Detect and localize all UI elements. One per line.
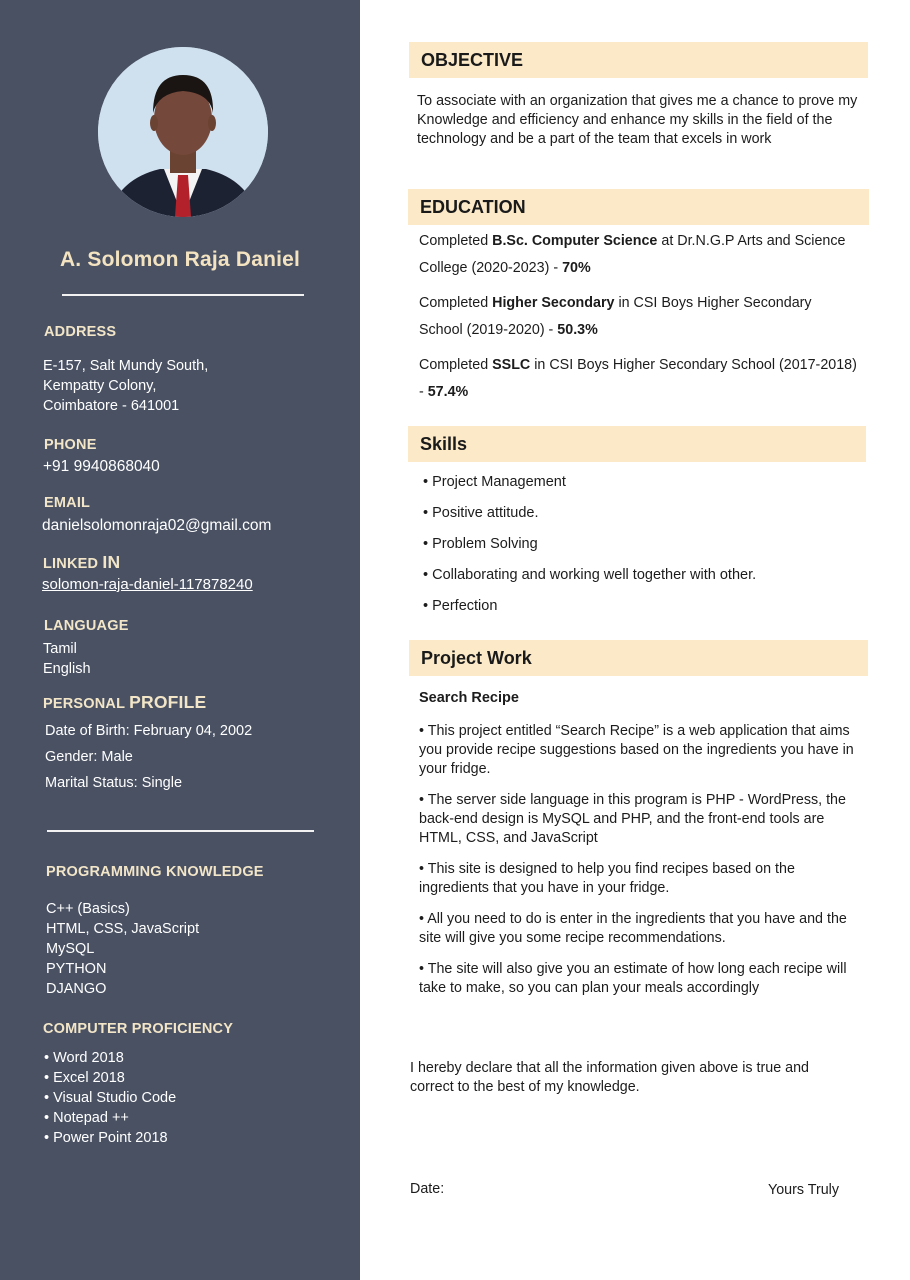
edu-text: Completed xyxy=(419,233,493,249)
phone-value: +91 9940868040 xyxy=(43,458,160,475)
linkedin-heading-a: LINKED xyxy=(43,556,99,572)
language-item: Tamil xyxy=(43,641,77,657)
skill-item: • Perfection xyxy=(423,598,498,614)
profile-photo xyxy=(98,47,268,217)
edu-text: Completed xyxy=(419,357,493,373)
skill-item: • Positive attitude. xyxy=(423,505,539,521)
computer-proficiency-list xyxy=(44,1048,176,1148)
edu-score: 57.4% xyxy=(427,384,469,400)
address-text xyxy=(43,356,208,416)
programming-list xyxy=(46,899,199,999)
project-bullet: • All you need to do is enter in the ingredients that you have and the site will give you some recipe recommendations. xyxy=(419,911,847,946)
divider xyxy=(47,830,314,832)
personal-heading-a: PERSONAL xyxy=(43,696,125,712)
address-line: E-157, Salt Mundy South, xyxy=(43,358,209,374)
personal-profile-heading xyxy=(43,692,206,713)
linkedin-heading xyxy=(43,552,120,573)
personal-heading-b: PROFILE xyxy=(129,692,207,712)
education-heading: EDUCATION xyxy=(408,189,869,225)
proficiency-item: • Notepad ++ xyxy=(44,1110,129,1126)
language-list xyxy=(43,639,91,679)
date-label: Date: xyxy=(410,1181,445,1197)
address-heading: ADDRESS xyxy=(44,324,117,340)
email-heading: EMAIL xyxy=(44,495,91,511)
email-value: danielsolomonraja02@gmail.com xyxy=(42,517,272,534)
skill-item: • Collaborating and working well together with other. xyxy=(423,567,757,583)
project-bullet: • This project entitled “Search Recipe” is a web application that aims you provide recipe suggestions based on the ingredients you have in your fridge. xyxy=(419,723,854,777)
proficiency-item: • Power Point 2018 xyxy=(44,1130,168,1146)
sidebar xyxy=(0,0,360,1280)
programming-item: DJANGO xyxy=(46,981,107,997)
edu-text: at Dr.N.G.P Arts and Science College (2020-2023) - xyxy=(419,233,846,276)
project-bullet: • This site is designed to help you find recipes based on the ingredients that you have in your fridge. xyxy=(419,861,795,896)
edu-degree: B.Sc. Computer Science xyxy=(492,233,658,249)
language-item: English xyxy=(43,661,91,677)
edu-text: in CSI Boys Higher Secondary School (2017-2018) - xyxy=(419,357,857,400)
edu-text: Completed xyxy=(419,295,493,311)
project-bullet: • The server side language in this program is PHP - WordPress, the back-end design is MySQL and PHP, and the front-end tools are HTML, CSS, and JavaScript xyxy=(419,792,846,846)
skills-heading: Skills xyxy=(408,426,866,462)
language-heading: LANGUAGE xyxy=(44,618,129,634)
edu-degree: SSLC xyxy=(492,357,531,373)
skill-item: • Project Management xyxy=(423,474,566,490)
education-entry xyxy=(419,352,859,406)
proficiency-item: • Word 2018 xyxy=(44,1050,124,1066)
programming-item: HTML, CSS, JavaScript xyxy=(46,921,200,937)
education-entry xyxy=(419,228,859,282)
skill-item: • Problem Solving xyxy=(423,536,538,552)
candidate-name: A. Solomon Raja Daniel xyxy=(59,248,301,271)
programming-item: MySQL xyxy=(46,941,95,957)
education-entry xyxy=(419,290,859,344)
signoff: Yours Truly xyxy=(768,1182,839,1198)
project-bullet: • The site will also give you an estimate of how long each recipe will take to make, so you can plan your meals accordingly xyxy=(419,961,847,996)
divider xyxy=(62,294,304,296)
project-work-heading: Project Work xyxy=(409,640,868,676)
computer-proficiency-heading: COMPUTER PROFICIENCY xyxy=(43,1021,234,1037)
objective-heading: OBJECTIVE xyxy=(409,42,868,78)
dob: Date of Birth: February 04, 2002 xyxy=(45,723,253,739)
programming-heading: PROGRAMMING KNOWLEDGE xyxy=(46,864,264,880)
programming-item: C++ (Basics) xyxy=(46,901,130,917)
address-line: Coimbatore - 641001 xyxy=(43,398,180,414)
address-line: Kempatty Colony, xyxy=(43,378,157,394)
edu-degree: Higher Secondary xyxy=(492,295,615,311)
edu-text: in CSI Boys Higher Secondary School (2019-2020) - xyxy=(419,295,812,338)
edu-score: 70% xyxy=(562,260,591,276)
linkedin-link[interactable]: solomon-raja-daniel-117878240 xyxy=(42,576,253,593)
objective-text: To associate with an organization that gives me a chance to prove my Knowledge and efficiency and enhance my skills in the field of the technology and be a part of the team that excels in work xyxy=(417,93,858,147)
proficiency-item: • Visual Studio Code xyxy=(44,1090,177,1106)
linkedin-heading-b: IN xyxy=(102,552,121,572)
proficiency-item: • Excel 2018 xyxy=(44,1070,125,1086)
person-portrait-icon xyxy=(98,47,268,217)
project-title: Search Recipe xyxy=(419,690,519,706)
declaration-text: I hereby declare that all the information given above is true and correct to the best of my knowledge. xyxy=(410,1060,809,1095)
gender: Gender: Male xyxy=(45,749,133,765)
edu-score: 50.3% xyxy=(557,322,598,338)
marital-status: Marital Status: Single xyxy=(45,775,183,791)
phone-heading: PHONE xyxy=(44,437,97,453)
programming-item: PYTHON xyxy=(46,961,107,977)
